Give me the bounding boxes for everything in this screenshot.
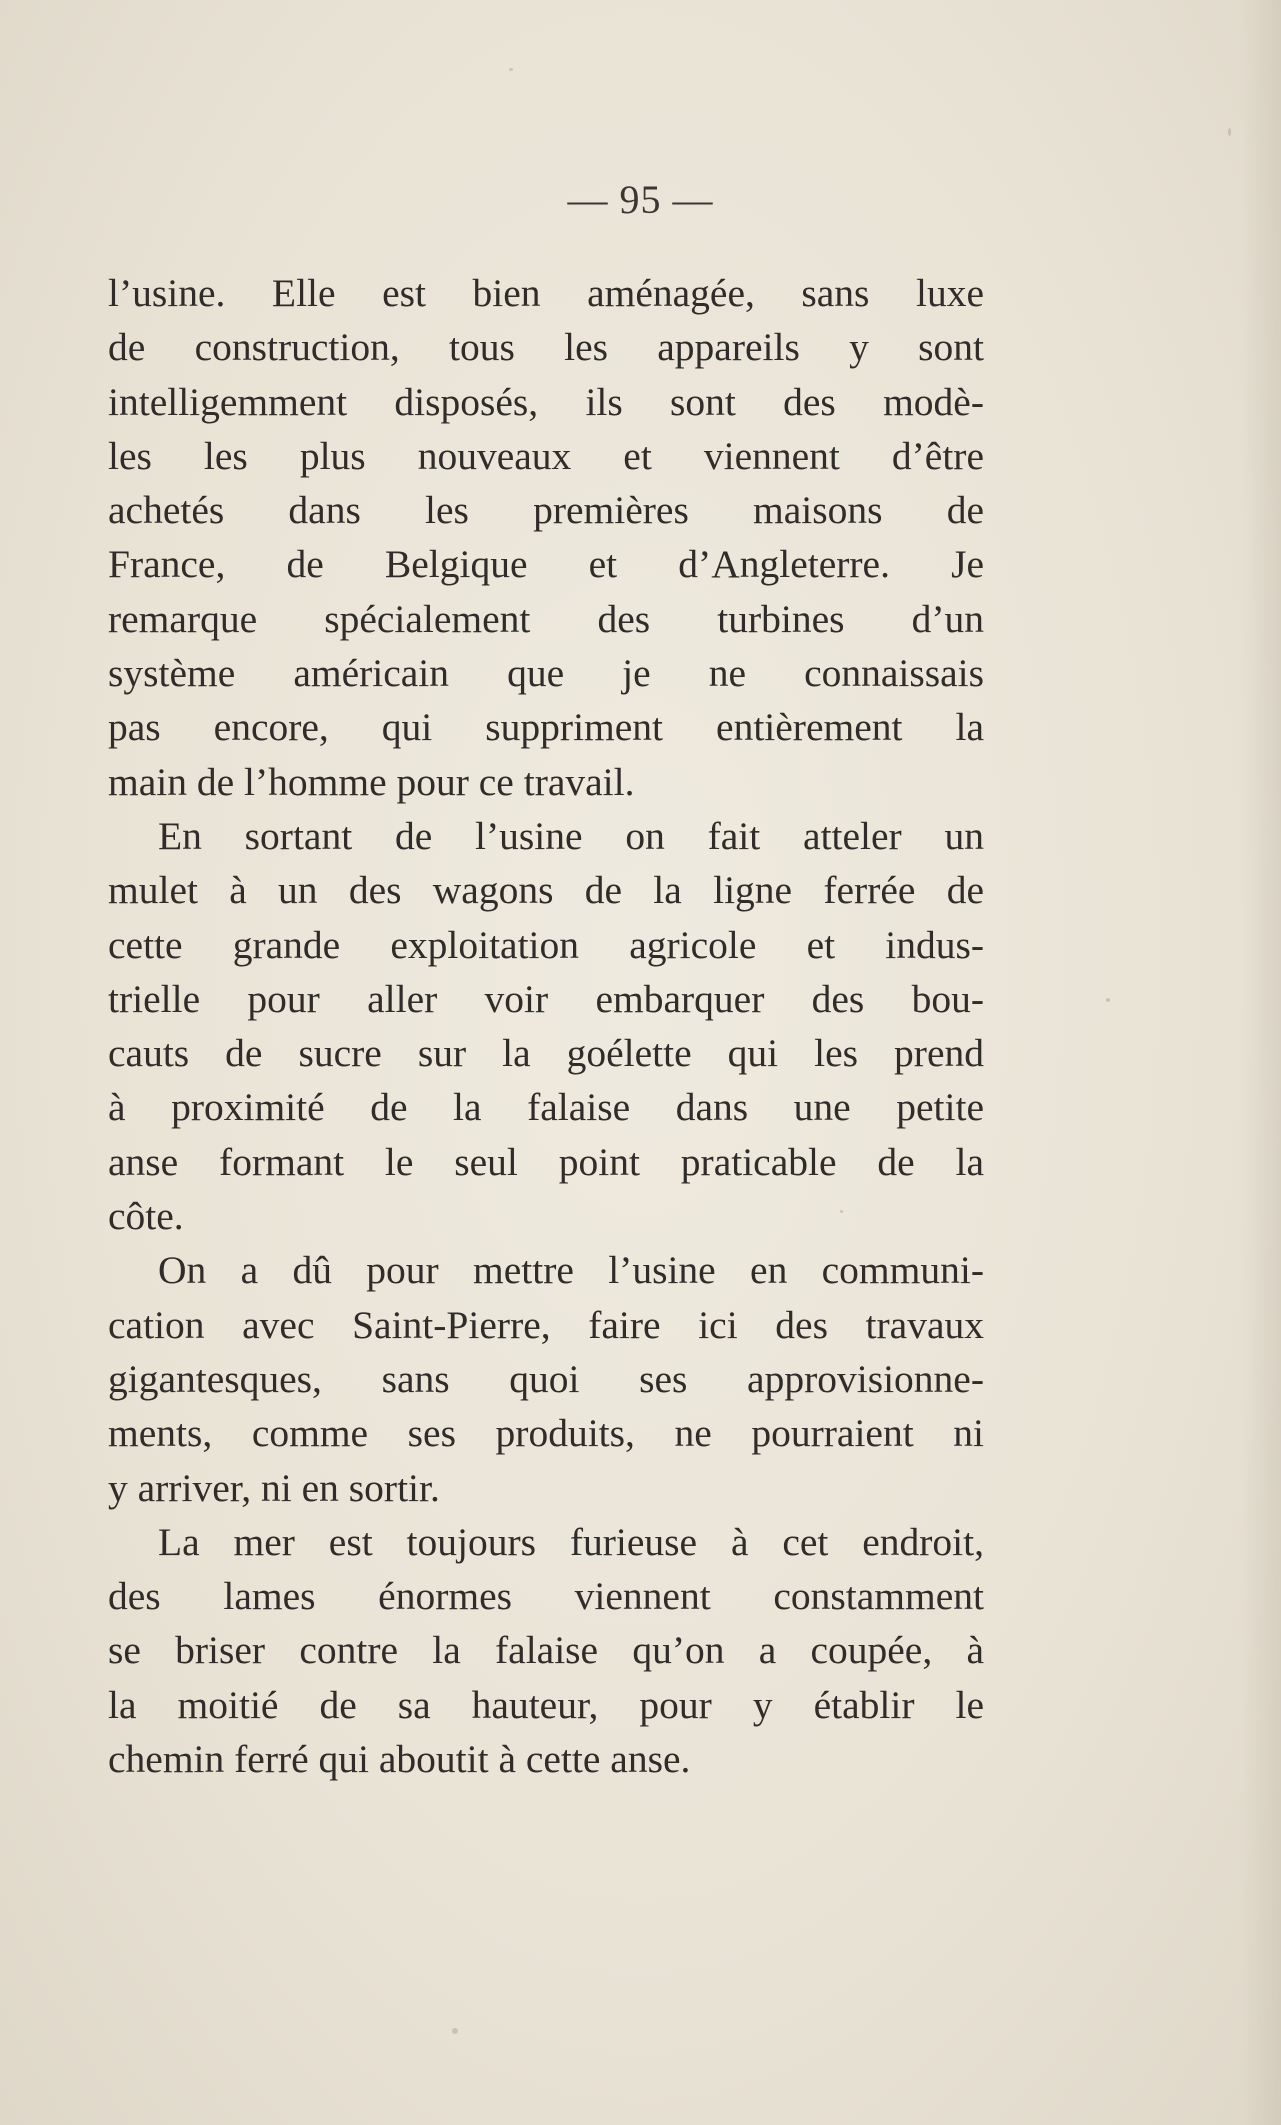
text-line: mulet à un des wagons de la ligne ferrée de: [108, 868, 984, 913]
page-number: — 95 —: [567, 177, 714, 222]
text-line: remarque spécialement des turbines d’un: [108, 596, 984, 641]
text-line: En sortant de l’usine on fait atteler un: [158, 813, 984, 858]
paper-speck: [1106, 998, 1110, 1002]
text-line: cette grande exploitation agricole et indus-: [108, 922, 984, 967]
text-line: cauts de sucre sur la goélette qui les prend: [108, 1031, 984, 1076]
text-line: trielle pour aller voir embarquer des bou-: [108, 976, 984, 1021]
text-line: intelligemment disposés, ils sont des modè-: [108, 379, 984, 424]
text-line: cation avec Saint-Pierre, faire ici des travaux: [108, 1302, 984, 1347]
text-line: côte.: [108, 1194, 184, 1239]
paper-speck: [1228, 128, 1231, 136]
text-line: les les plus nouveaux et viennent d’être: [108, 433, 984, 478]
paper-speck: [509, 68, 513, 71]
text-line: l’usine. Elle est bien aménagée, sans luxe: [108, 271, 984, 315]
text-line: des lames énormes viennent constamment: [108, 1574, 984, 1619]
text-line: gigantesques, sans quoi ses approvisionne-: [108, 1356, 984, 1401]
text-line: y arriver, ni en sortir.: [108, 1465, 440, 1510]
page-edge-shadow: [1241, 0, 1281, 2125]
text-line: à proximité de la falaise dans une petite: [108, 1085, 984, 1130]
paper-speck: [452, 2028, 458, 2034]
text-line: de construction, tous les appareils y sont: [108, 325, 984, 370]
body-text: [108, 266, 984, 1786]
text-line: La mer est toujours furieuse à cet endroit,: [158, 1519, 984, 1564]
text-line: pas encore, qui suppriment entièrement la: [108, 705, 984, 750]
text-line: achetés dans les premières maisons de: [108, 488, 984, 533]
text-line: ments, comme ses produits, ne pourraient ni: [108, 1411, 984, 1456]
text-line: France, de Belgique et d’Angleterre. Je: [108, 542, 984, 587]
text-line: la moitié de sa hauteur, pour y établir le: [108, 1682, 984, 1727]
text-line: système américain que je ne connaissais: [108, 651, 984, 696]
text-line: chemin ferré qui aboutit à cette anse.: [108, 1737, 691, 1782]
text-line: main de l’homme pour ce travail.: [108, 759, 635, 804]
text-line: se briser contre la falaise qu’on a coupée, à: [108, 1628, 984, 1673]
text-line: anse formant le seul point praticable de la: [108, 1139, 984, 1184]
text-line: On a dû pour mettre l’usine en communi-: [158, 1248, 984, 1293]
